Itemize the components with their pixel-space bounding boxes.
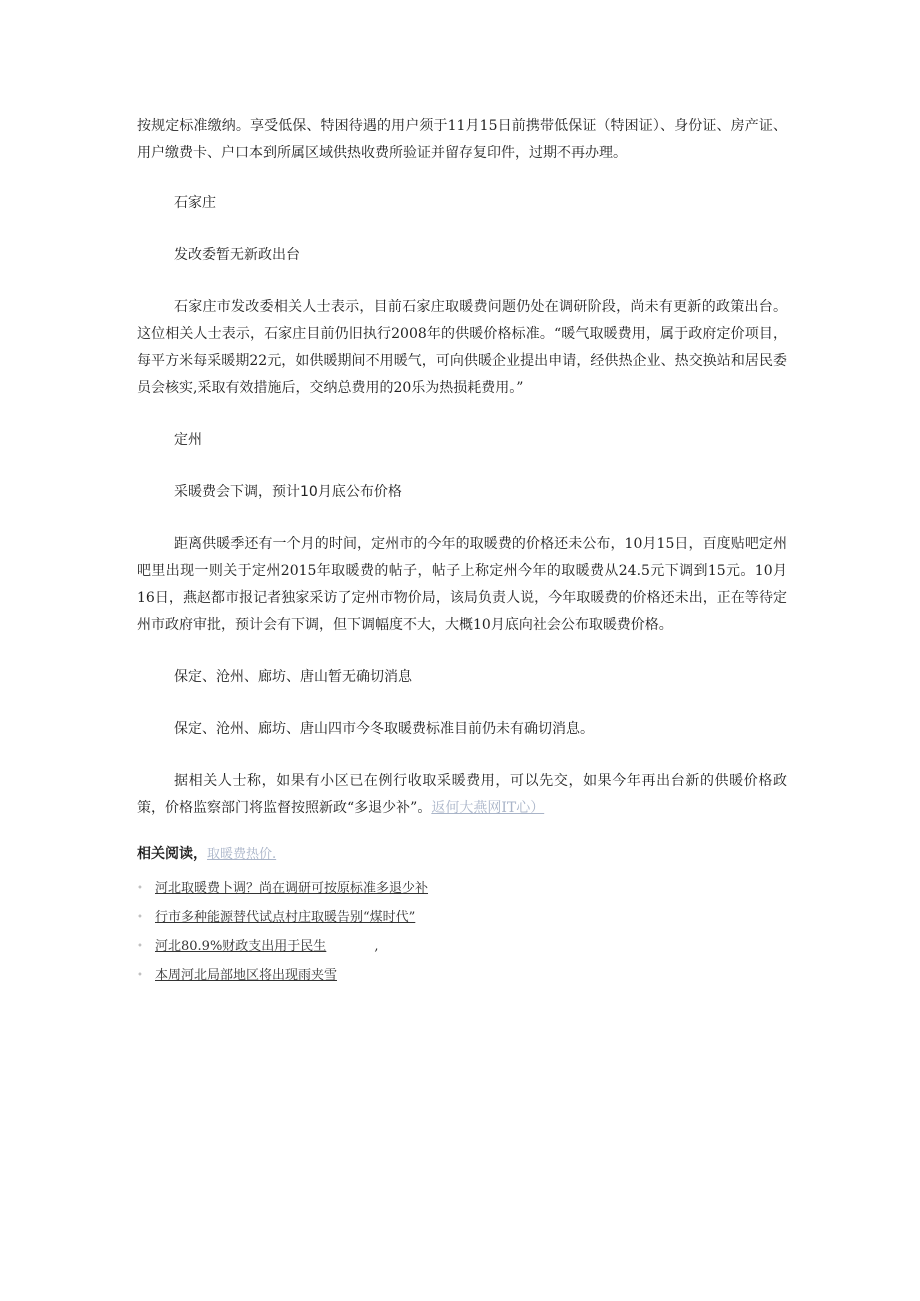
section-title-dingzhou: 定州: [174, 432, 202, 448]
related-list: [137, 878, 787, 994]
related-link[interactable]: 本周河北局部地区将出现雨夹雪: [155, 968, 338, 983]
source-link[interactable]: 返何大燕网IT心）: [431, 800, 545, 816]
related-link[interactable]: 河北取暖费卜调？尚在调研可按原标准多退少补: [155, 881, 429, 896]
others-paragraph: 保定、沧州、廊坊、唐山四市今冬取暖费标准目前仍未有确切消息。: [174, 721, 594, 737]
related-tag-link[interactable]: 取暖费热价.: [207, 847, 277, 862]
section-title-shijiazhuang: 石家庄: [174, 195, 216, 211]
dingzhou-paragraph: 距离供暖季还有一个月的时间，定州市的今年的取暖费的价格还未公布，10月15日，百度贴吧定州吧里出现一则关于定州2015年取暖费的帖子，帖子上称定州今年的取暖费从24.5元下调到15元。10月16日，燕赵都市报记者独家采访了定州市物价局，该局负责人说，今年取暖费的价格还未出，正在等待定州市政府审批，预计会有下调，但下调幅度不大，大概10月底向社会公布取暖费价格。: [137, 536, 787, 633]
section-subtitle-shijiazhuang: 发改委暂无新政出台: [174, 247, 300, 263]
closing-text: 据相关人士称，如果有小区已在例行收取采暖费用，可以先交，如果今年再出台新的供暖价格政策，价格监察部门将监督按照新政“多退少补”。: [137, 773, 787, 816]
related-reading: [137, 843, 787, 994]
related-link[interactable]: 河北80.9%财政支出用于民生: [155, 939, 327, 954]
article: [137, 113, 787, 994]
bullet-icon: •: [137, 912, 143, 923]
list-item: [137, 878, 787, 907]
closing-paragraph: [137, 768, 787, 822]
related-label: 相关阅读，: [137, 846, 207, 862]
intro-paragraph: 按规定标准缴纳。享受低保、特困待遇的用户须于11月15日前携带低保证（特困证）、身份证、房产证、用户缴费卡、户口本到所属区域供热收费所验证并留存复印件，过期不再办理。: [137, 118, 787, 161]
related-link[interactable]: 行市多种能源替代试点村庄取暖告别“煤时代”: [155, 910, 416, 925]
list-item: [137, 936, 787, 965]
section-subtitle-dingzhou: 采暖费会下调，预计10月底公布价格: [174, 484, 402, 500]
list-item: [137, 965, 787, 994]
section-subtitle-others: 保定、沧州、廊坊、唐山暂无确切消息: [174, 669, 412, 685]
bullet-icon: •: [137, 970, 143, 981]
shijiazhuang-paragraph: 石家庄市发改委相关人士表示，目前石家庄取暖费问题仍处在调研阶段，尚未有更新的政策出台。这位相关人士表示，石家庄目前仍旧执行2008年的供暖价格标准。“暖气取暖费用，属于政府定价项目，每平方米每采暖期22元，如供暖期间不用暖气，可向供暖企业提出申请，经供热企业、热交换站和居民委员会核实,采取有效措施后，交纳总费用的20乐为热损耗费用。”: [137, 299, 787, 396]
bullet-icon: •: [137, 941, 143, 952]
stray-comma: ,: [374, 939, 379, 954]
bullet-icon: •: [137, 883, 143, 894]
list-item: [137, 907, 787, 936]
